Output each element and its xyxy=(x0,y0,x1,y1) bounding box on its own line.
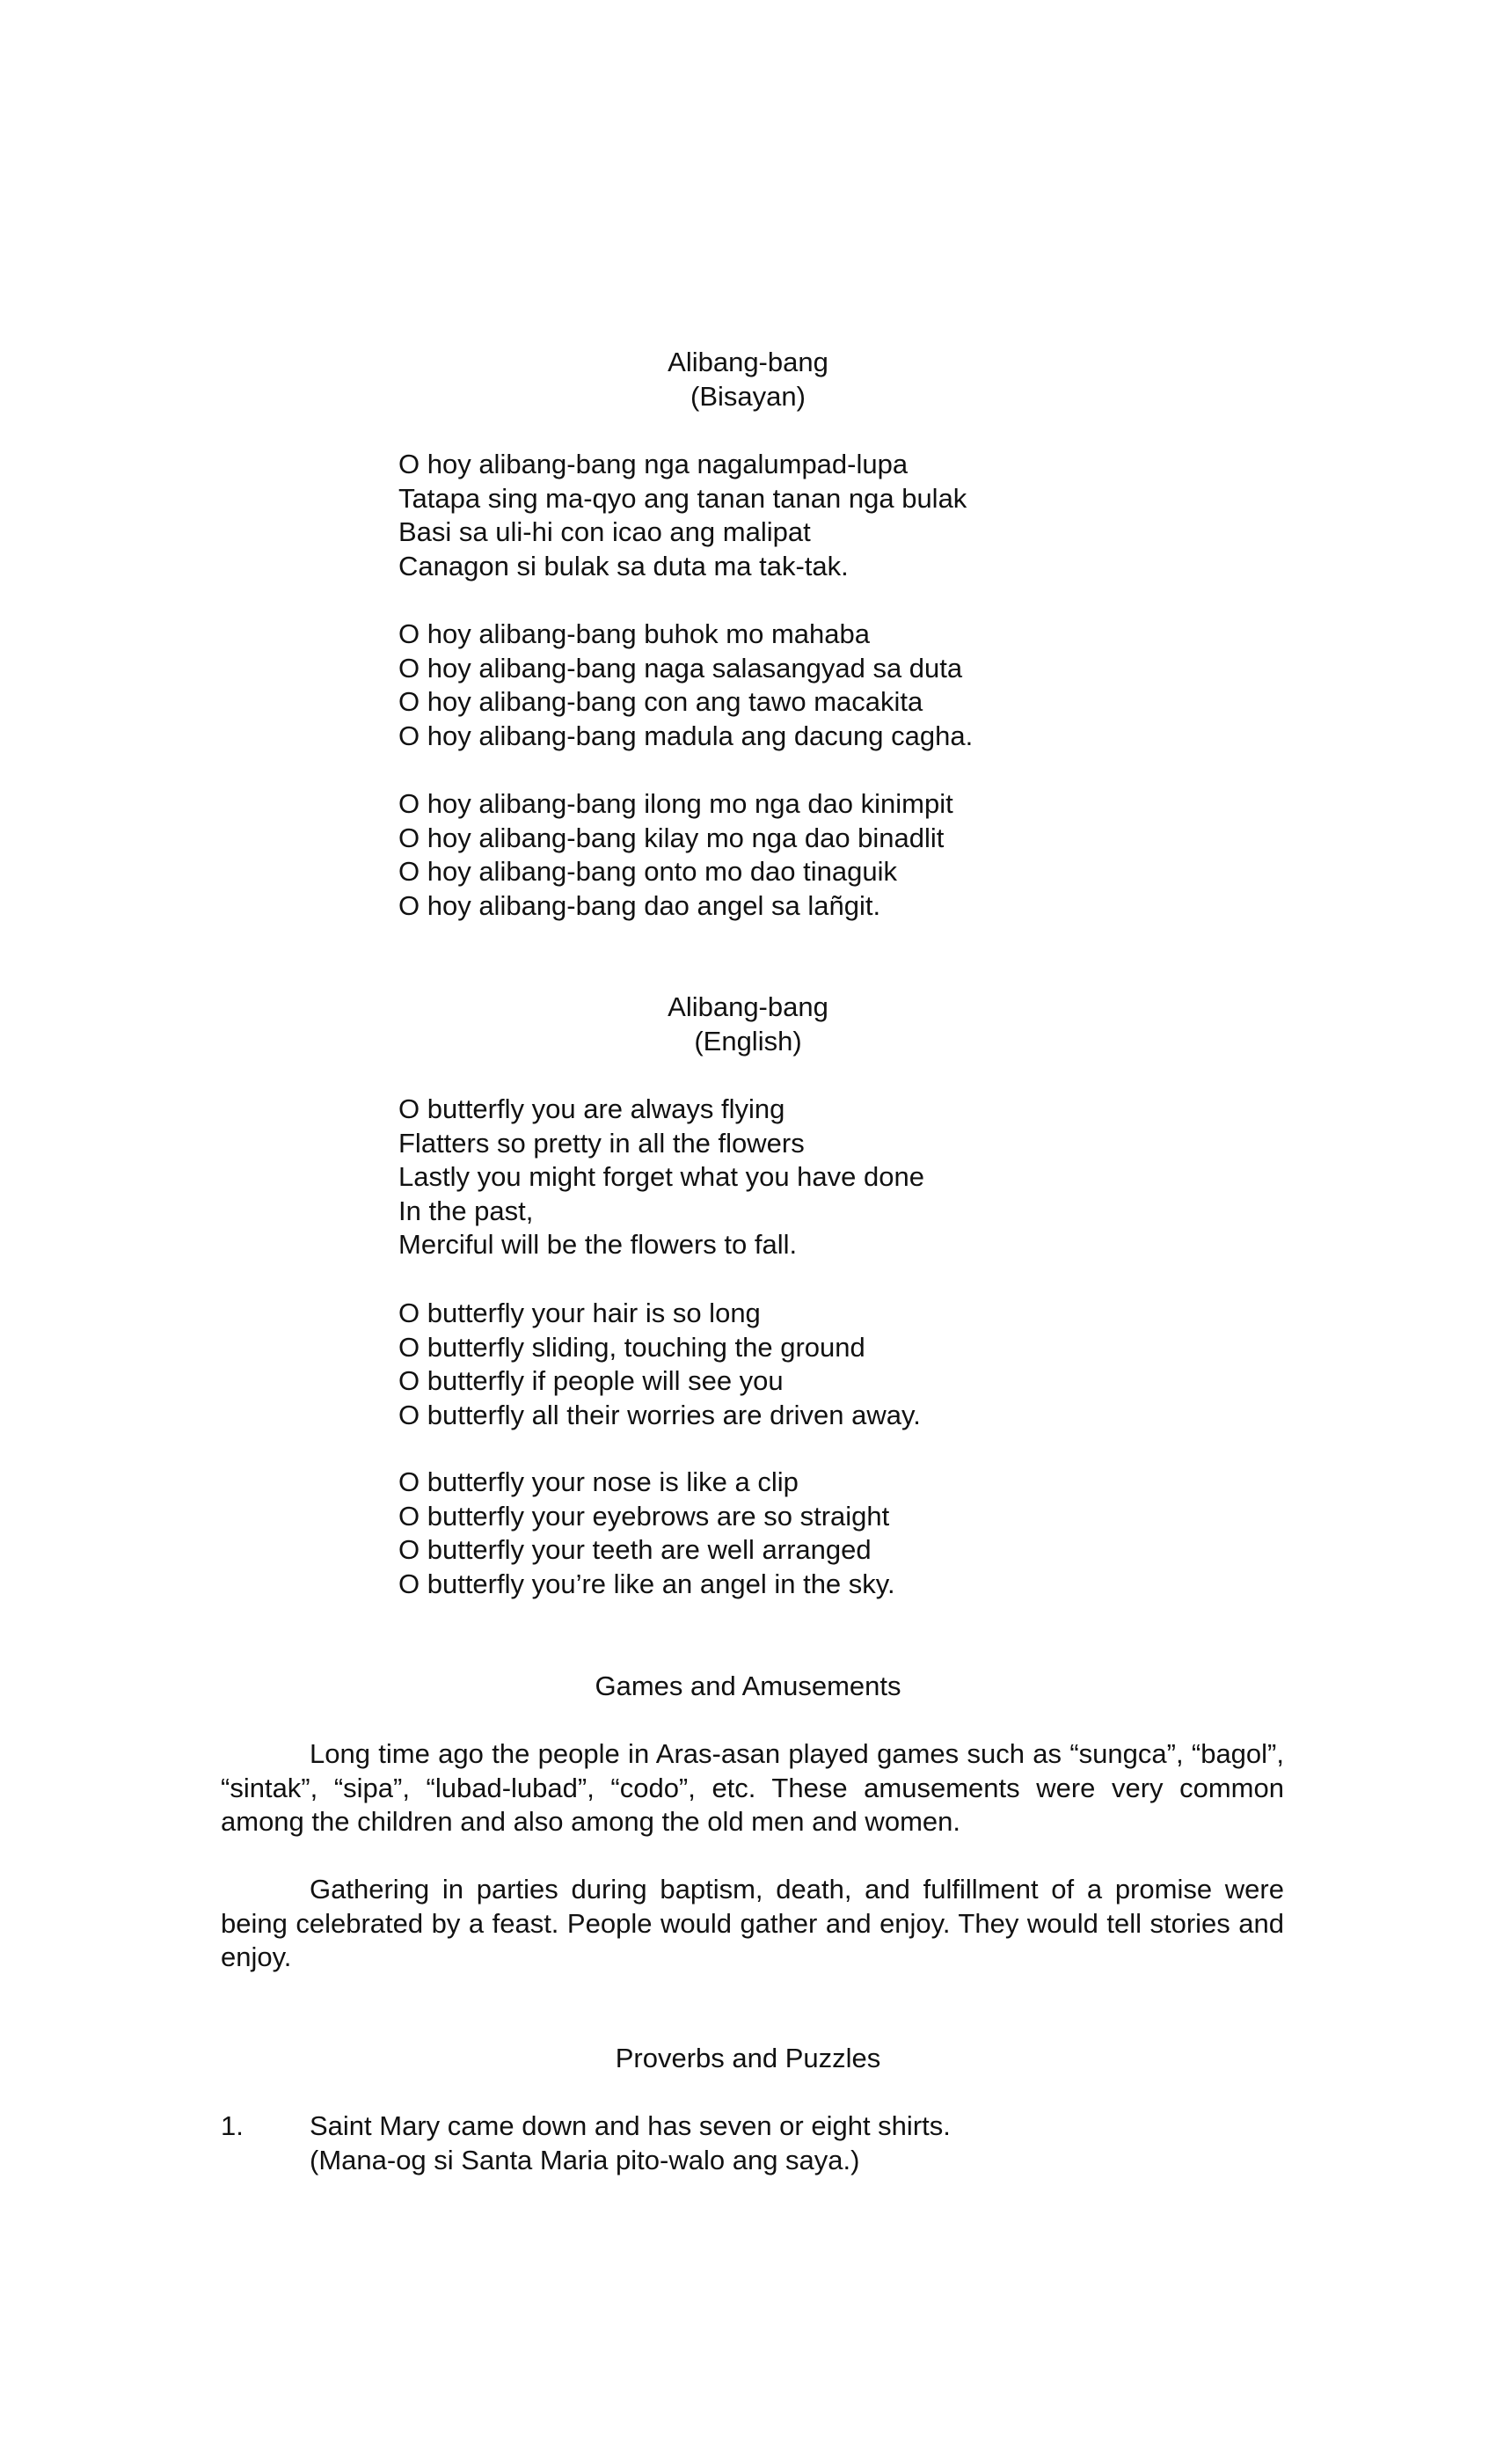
verse-line: O hoy alibang-bang con ang tawo macakita xyxy=(398,686,923,717)
song-subtitle: (English) xyxy=(694,1025,802,1057)
verse-line: O butterfly your nose is like a clip xyxy=(398,1466,799,1497)
verse-line: O hoy alibang-bang dao angel sa lañgit. xyxy=(398,889,881,921)
verse-line: In the past, xyxy=(398,1195,534,1226)
verse-line: O butterfly your hair is so long xyxy=(398,1298,761,1328)
verse-line: Basi sa uli-hi con icao ang malipat xyxy=(398,516,811,547)
verse-line: O butterfly all their worries are driven away. xyxy=(398,1399,921,1430)
song-bisayan-stanza-3 xyxy=(398,787,1278,923)
verse-line: O hoy alibang-bang naga salasangyad sa duta xyxy=(398,652,963,684)
song-subtitle: (Bisayan) xyxy=(690,380,806,412)
verse-line: O hoy alibang-bang nga nagalumpad-lupa xyxy=(398,449,909,479)
proverb-english: Saint Mary came down and has seven or eight shirts. xyxy=(310,2110,951,2141)
verse-line: O hoy alibang-bang madula ang dacung cagha. xyxy=(398,720,974,751)
verse-line: O butterfly your eyebrows are so straight xyxy=(398,1500,890,1532)
proverbs-heading: Proverbs and Puzzles xyxy=(615,2043,881,2073)
games-paragraph-1: Long time ago the people in Aras-asan played games such as “sungca”, “bagol”, “sintak”, “sipa”, “lubad-lubad”, “codo”, etc. These amusements were very common among the children and also among the old men and women. xyxy=(221,1738,1284,1837)
games-heading: Games and Amusements xyxy=(595,1671,901,1701)
song-bisayan-stanza-2 xyxy=(398,618,1278,753)
verse-line: O hoy alibang-bang onto mo dao tinaguik xyxy=(398,856,898,887)
verse-line: O hoy alibang-bang ilong mo nga dao kinimpit xyxy=(398,788,953,819)
verse-line: O butterfly you’re like an angel in the sky. xyxy=(398,1568,895,1599)
proverb-text xyxy=(310,2109,1284,2177)
song-bisayan-heading xyxy=(0,346,1496,413)
verse-line: O butterfly if people will see you xyxy=(398,1365,784,1396)
song-title: Alibang-bang xyxy=(668,347,828,377)
song-english-heading xyxy=(0,991,1496,1058)
verse-line: Tatapa sing ma-qyo ang tanan tanan nga bulak xyxy=(398,482,967,514)
verse-line: Lastly you might forget what you have done xyxy=(398,1161,924,1192)
games-paragraph-2: Gathering in parties during baptism, death, and fulfillment of a promise were being celebrated by a feast. People would gather and enjoy. They would tell stories and enjoy. xyxy=(221,1874,1284,1972)
song-title: Alibang-bang xyxy=(668,991,828,1022)
verse-line: Merciful will be the flowers to fall. xyxy=(398,1229,798,1260)
verse-line: O hoy alibang-bang buhok mo mahaba xyxy=(398,618,870,649)
song-english-stanza-3 xyxy=(398,1466,1278,1601)
song-english-stanza-1 xyxy=(398,1093,1278,1262)
verse-line: O butterfly your teeth are well arranged xyxy=(398,1534,872,1565)
song-bisayan-stanza-1 xyxy=(398,448,1278,583)
song-english-stanza-2 xyxy=(398,1297,1278,1432)
verse-line: O butterfly you are always flying xyxy=(398,1093,785,1124)
verse-line: O butterfly sliding, touching the ground xyxy=(398,1331,865,1363)
verse-line: O hoy alibang-bang kilay mo nga dao binadlit xyxy=(398,822,945,853)
verse-line: Flatters so pretty in all the flowers xyxy=(398,1127,805,1159)
verse-line: Canagon si bulak sa duta ma tak-tak. xyxy=(398,550,849,581)
proverb-native: (Mana-og si Santa Maria pito-walo ang saya.) xyxy=(310,2144,860,2175)
proverb-number: 1. xyxy=(221,2110,244,2141)
